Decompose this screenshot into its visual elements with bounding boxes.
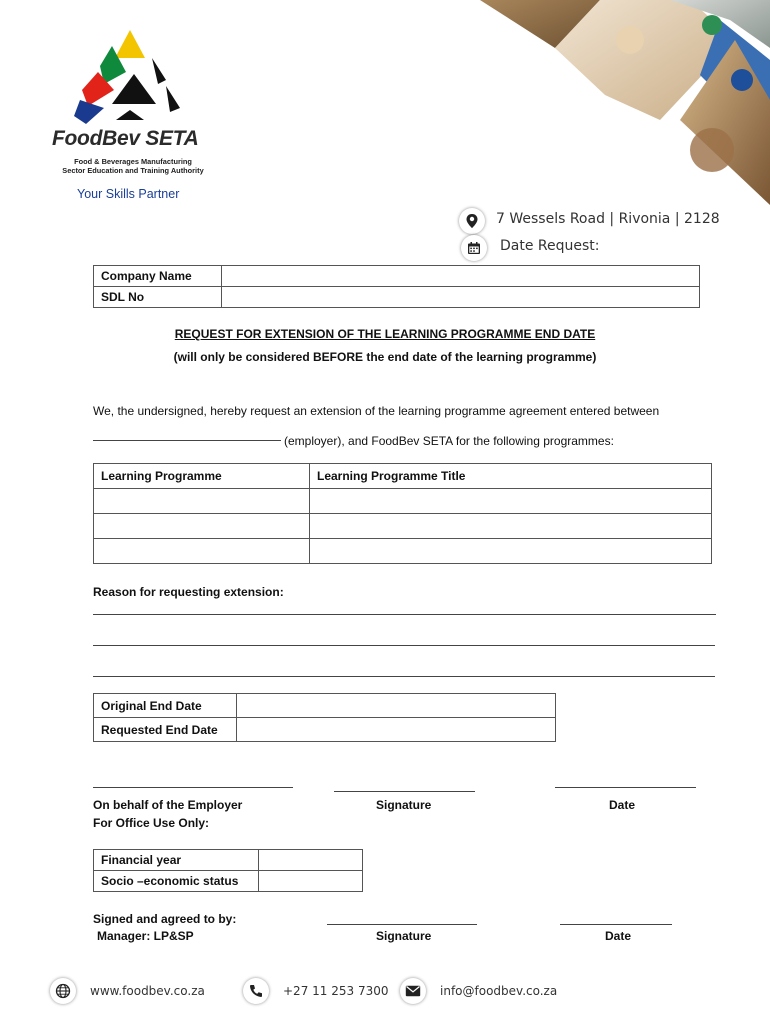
- programme-title-header: Learning Programme Title: [310, 464, 712, 489]
- employer-label: On behalf of the Employer: [93, 798, 243, 812]
- form-title: REQUEST FOR EXTENSION OF THE LEARNING PROGRAMME END DATE: [174, 327, 596, 341]
- company-name-label: Company Name: [94, 266, 222, 287]
- office-use-label: For Office Use Only:: [93, 816, 210, 830]
- logo-tagline: Your Skills Partner: [77, 187, 180, 201]
- location-pin-icon: [459, 208, 485, 234]
- table-row: [94, 489, 712, 514]
- requested-end-date-field[interactable]: [237, 718, 556, 742]
- signature-label: Signature: [376, 798, 432, 812]
- reason-line[interactable]: [93, 645, 715, 646]
- phone-icon: [243, 978, 269, 1004]
- reason-line[interactable]: [93, 614, 716, 615]
- programme-header: Learning Programme: [94, 464, 310, 489]
- globe-icon: [50, 978, 76, 1004]
- date-label: Date: [609, 798, 636, 812]
- table-row: [94, 539, 712, 564]
- original-end-date-field[interactable]: [237, 694, 556, 718]
- company-table: [93, 265, 700, 308]
- website-link[interactable]: www.foodbev.co.za: [90, 984, 205, 998]
- manager-label: Manager: LP&SP: [97, 929, 194, 943]
- logo-subtitle: [48, 157, 218, 175]
- logo-name: FoodBev SETA: [52, 127, 199, 150]
- phone-link[interactable]: +27 11 253 7300: [283, 984, 389, 998]
- requested-end-date-label: Requested End Date: [94, 718, 237, 742]
- programme-cell[interactable]: [94, 489, 310, 514]
- financial-year-field[interactable]: [259, 850, 363, 871]
- manager-date-line[interactable]: [560, 924, 672, 925]
- intro-text-line2: (employer), and FoodBev SETA for the following programmes:: [284, 434, 614, 448]
- sdl-no-field[interactable]: [222, 287, 700, 308]
- header-photo-collage: [480, 0, 770, 205]
- company-name-field[interactable]: [222, 266, 700, 287]
- socio-economic-field[interactable]: [259, 871, 363, 892]
- employer-name-line[interactable]: [93, 440, 281, 441]
- calendar-icon: [461, 235, 487, 261]
- email-icon: [400, 978, 426, 1004]
- manager-signature-line[interactable]: [327, 924, 477, 925]
- dates-table: [93, 693, 556, 742]
- signed-agreed-label: Signed and agreed to by:: [93, 912, 237, 926]
- reason-line[interactable]: [93, 676, 715, 677]
- programme-cell[interactable]: [94, 539, 310, 564]
- original-end-date-label: Original End Date: [94, 694, 237, 718]
- foodbev-logo-mark: [70, 28, 200, 128]
- sdl-no-label: SDL No: [94, 287, 222, 308]
- manager-date-label: Date: [605, 929, 632, 943]
- programme-title-cell[interactable]: [310, 539, 712, 564]
- socio-economic-label: Socio –economic status: [94, 871, 259, 892]
- programme-title-cell[interactable]: [310, 489, 712, 514]
- programme-title-cell[interactable]: [310, 514, 712, 539]
- reason-label: Reason for requesting extension:: [93, 585, 284, 599]
- signature-line[interactable]: [334, 791, 475, 792]
- programme-cell[interactable]: [94, 514, 310, 539]
- date-line[interactable]: [555, 787, 696, 788]
- financial-year-label: Financial year: [94, 850, 259, 871]
- employer-signature-line[interactable]: [93, 787, 293, 788]
- intro-text-line1: We, the undersigned, hereby request an extension of the learning programme agreement entered between: [93, 404, 660, 418]
- form-subtitle: (will only be considered BEFORE the end date of the learning programme): [173, 350, 597, 364]
- email-link[interactable]: info@foodbev.co.za: [440, 984, 558, 998]
- manager-signature-label: Signature: [376, 929, 432, 943]
- logo-subtitle-line1: Food & Beverages Manufacturing: [74, 157, 192, 166]
- date-request-label: Date Request:: [500, 238, 600, 254]
- logo-subtitle-line2: Sector Education and Training Authority: [62, 166, 204, 175]
- office-use-table: [93, 849, 363, 892]
- address-text: 7 Wessels Road | Rivonia | 2128: [496, 211, 720, 227]
- programme-table: [93, 463, 712, 564]
- table-row: [94, 514, 712, 539]
